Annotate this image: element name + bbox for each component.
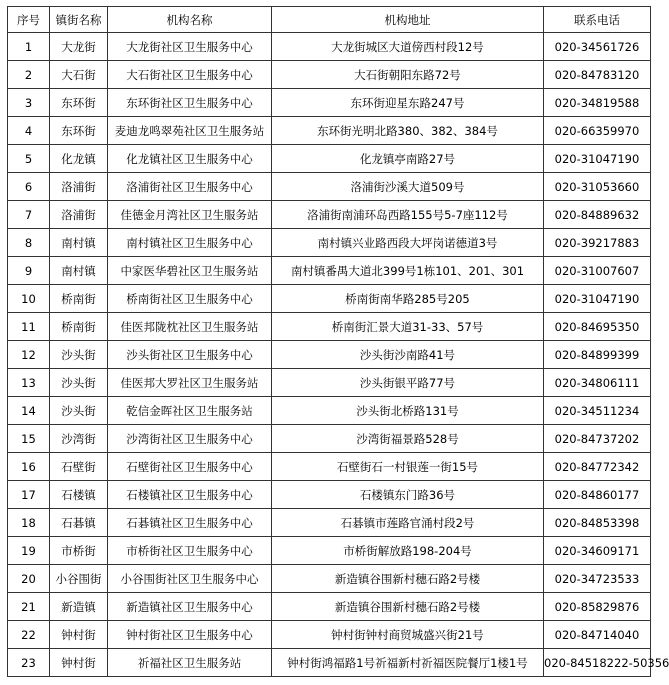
table-row <box>8 201 651 229</box>
cell-street-name: 钟村街 <box>50 621 108 649</box>
cell-institution-address: 大石街朝阳东路72号 <box>272 61 544 89</box>
cell-phone: 020-34723533 <box>544 565 651 593</box>
cell-street-name: 洛浦街 <box>50 201 108 229</box>
cell-institution-address: 大龙街城区大道傍西村段12号 <box>272 33 544 61</box>
table-row <box>8 453 651 481</box>
cell-street-name: 大石街 <box>50 61 108 89</box>
cell-index: 23 <box>8 649 50 677</box>
cell-institution-address: 化龙镇亭南路27号 <box>272 145 544 173</box>
table-row <box>8 565 651 593</box>
header-index: 序号 <box>8 7 50 33</box>
cell-index: 14 <box>8 397 50 425</box>
cell-index: 6 <box>8 173 50 201</box>
cell-street-name: 洛浦街 <box>50 173 108 201</box>
table-row <box>8 621 651 649</box>
cell-institution-address: 石壁街石一村银莲一街15号 <box>272 453 544 481</box>
cell-phone: 020-84714040 <box>544 621 651 649</box>
table-row <box>8 313 651 341</box>
cell-phone: 020-84772342 <box>544 453 651 481</box>
cell-institution-name: 桥南街社区卫生服务中心 <box>108 285 272 313</box>
table-body <box>8 33 669 677</box>
cell-institution-name: 中家医华碧社区卫生服务站 <box>108 257 272 285</box>
cell-index: 18 <box>8 509 50 537</box>
cell-institution-address: 东环街光明北路380、382、384号 <box>272 117 544 145</box>
cell-phone: 020-34511234 <box>544 397 651 425</box>
cell-institution-name: 祈福社区卫生服务站 <box>108 649 272 677</box>
cell-institution-name: 小谷围街社区卫生服务中心 <box>108 565 272 593</box>
cell-index: 1 <box>8 33 50 61</box>
cell-phone: 020-84853398 <box>544 509 651 537</box>
cell-phone: 020-84518222-50356 <box>544 649 651 677</box>
table-row <box>8 481 651 509</box>
cell-institution-address: 石碁镇市莲路官涌村段2号 <box>272 509 544 537</box>
cell-institution-name: 钟村街社区卫生服务中心 <box>108 621 272 649</box>
cell-institution-address: 洛浦街沙溪大道509号 <box>272 173 544 201</box>
cell-institution-name: 大石街社区卫生服务中心 <box>108 61 272 89</box>
header-institution-address: 机构地址 <box>272 7 544 33</box>
table-row <box>8 117 651 145</box>
table-row <box>8 229 651 257</box>
cell-street-name: 南村镇 <box>50 229 108 257</box>
cell-phone: 020-34819588 <box>544 89 651 117</box>
cell-phone: 020-39217883 <box>544 229 651 257</box>
cell-street-name: 化龙镇 <box>50 145 108 173</box>
cell-index: 22 <box>8 621 50 649</box>
cell-institution-name: 石壁街社区卫生服务中心 <box>108 453 272 481</box>
cell-institution-name: 新造镇社区卫生服务中心 <box>108 593 272 621</box>
cell-institution-name: 石楼镇社区卫生服务中心 <box>108 481 272 509</box>
cell-phone: 020-31047190 <box>544 145 651 173</box>
cell-institution-name: 东环街社区卫生服务中心 <box>108 89 272 117</box>
cell-phone: 020-84695350 <box>544 313 651 341</box>
cell-index: 17 <box>8 481 50 509</box>
cell-institution-address: 南村镇兴业路西段大坪岗诺德道3号 <box>272 229 544 257</box>
cell-institution-address: 东环街迎星东路247号 <box>272 89 544 117</box>
cell-index: 16 <box>8 453 50 481</box>
cell-index: 20 <box>8 565 50 593</box>
cell-index: 7 <box>8 201 50 229</box>
cell-institution-name: 化龙镇社区卫生服务中心 <box>108 145 272 173</box>
cell-institution-name: 沙头街社区卫生服务中心 <box>108 341 272 369</box>
cell-institution-name: 佳德金月湾社区卫生服务站 <box>108 201 272 229</box>
cell-institution-name: 沙湾街社区卫生服务中心 <box>108 425 272 453</box>
table-row <box>8 537 651 565</box>
cell-institution-name: 麦迪龙鸣翠苑社区卫生服务站 <box>108 117 272 145</box>
cell-street-name: 石碁镇 <box>50 509 108 537</box>
cell-institution-name: 佳医邦大罗社区卫生服务站 <box>108 369 272 397</box>
cell-index: 13 <box>8 369 50 397</box>
cell-street-name: 大龙街 <box>50 33 108 61</box>
header-row <box>8 7 651 33</box>
cell-street-name: 沙头街 <box>50 397 108 425</box>
cell-street-name: 沙湾街 <box>50 425 108 453</box>
cell-street-name: 石楼镇 <box>50 481 108 509</box>
cell-street-name: 桥南街 <box>50 313 108 341</box>
cell-institution-name: 市桥街社区卫生服务中心 <box>108 537 272 565</box>
cell-street-name: 新造镇 <box>50 593 108 621</box>
table-row <box>8 61 651 89</box>
cell-institution-address: 南村镇番禺大道北399号1栋101、201、301 <box>272 257 544 285</box>
header-institution-name: 机构名称 <box>108 7 272 33</box>
cell-institution-name: 洛浦街社区卫生服务中心 <box>108 173 272 201</box>
header-street-name: 镇街名称 <box>50 7 108 33</box>
table-row <box>8 173 651 201</box>
cell-institution-name: 佳医邦陇枕社区卫生服务站 <box>108 313 272 341</box>
cell-index: 4 <box>8 117 50 145</box>
cell-institution-address: 沙湾街福景路528号 <box>272 425 544 453</box>
cell-street-name: 桥南街 <box>50 285 108 313</box>
cell-institution-address: 新造镇谷围新村穗石路2号楼 <box>272 565 544 593</box>
cell-index: 3 <box>8 89 50 117</box>
cell-institution-address: 沙头街北桥路131号 <box>272 397 544 425</box>
cell-institution-address: 沙头街银平路77号 <box>272 369 544 397</box>
cell-institution-address: 钟村街钟村商贸城盛兴街21号 <box>272 621 544 649</box>
cell-phone: 020-84737202 <box>544 425 651 453</box>
header-phone: 联系电话 <box>544 7 651 33</box>
cell-phone: 020-84889632 <box>544 201 651 229</box>
cell-phone: 020-85829876 <box>544 593 651 621</box>
cell-street-name: 沙头街 <box>50 341 108 369</box>
cell-index: 11 <box>8 313 50 341</box>
cell-institution-address: 桥南街汇景大道31-33、57号 <box>272 313 544 341</box>
table-row <box>8 649 651 677</box>
cell-index: 19 <box>8 537 50 565</box>
cell-index: 21 <box>8 593 50 621</box>
cell-institution-address: 沙头街沙南路41号 <box>272 341 544 369</box>
cell-index: 5 <box>8 145 50 173</box>
table-row <box>8 33 651 61</box>
cell-institution-address: 市桥街解放路198-204号 <box>272 537 544 565</box>
cell-street-name: 东环街 <box>50 117 108 145</box>
cell-index: 2 <box>8 61 50 89</box>
cell-institution-address: 桥南街南华路285号205 <box>272 285 544 313</box>
cell-phone: 020-84783120 <box>544 61 651 89</box>
table-row <box>8 369 651 397</box>
institution-table <box>7 6 669 677</box>
table-row <box>8 285 651 313</box>
table-row <box>8 89 651 117</box>
cell-phone: 020-34561726 <box>544 33 651 61</box>
cell-street-name: 市桥街 <box>50 537 108 565</box>
cell-phone: 020-31053660 <box>544 173 651 201</box>
cell-phone: 020-84860177 <box>544 481 651 509</box>
cell-index: 12 <box>8 341 50 369</box>
cell-street-name: 东环街 <box>50 89 108 117</box>
cell-institution-name: 南村镇社区卫生服务中心 <box>108 229 272 257</box>
cell-index: 8 <box>8 229 50 257</box>
cell-institution-name: 乾信金晖社区卫生服务站 <box>108 397 272 425</box>
cell-institution-name: 石碁镇社区卫生服务中心 <box>108 509 272 537</box>
table-row <box>8 397 651 425</box>
cell-phone: 020-66359970 <box>544 117 651 145</box>
cell-institution-address: 新造镇谷围新村穗石路2号楼 <box>272 593 544 621</box>
cell-institution-address: 钟村街鸿福路1号祈福新村祈福医院餐厅1楼1号 <box>272 649 544 677</box>
table-row <box>8 145 651 173</box>
table-row <box>8 257 651 285</box>
cell-institution-name: 大龙街社区卫生服务中心 <box>108 33 272 61</box>
cell-street-name: 小谷围街 <box>50 565 108 593</box>
cell-street-name: 钟村街 <box>50 649 108 677</box>
cell-street-name: 南村镇 <box>50 257 108 285</box>
table-row <box>8 509 651 537</box>
cell-street-name: 沙头街 <box>50 369 108 397</box>
cell-phone: 020-31007607 <box>544 257 651 285</box>
cell-phone: 020-84899399 <box>544 341 651 369</box>
cell-index: 9 <box>8 257 50 285</box>
cell-index: 15 <box>8 425 50 453</box>
cell-institution-address: 石楼镇东门路36号 <box>272 481 544 509</box>
cell-institution-address: 洛浦街南浦环岛西路155号5-7座112号 <box>272 201 544 229</box>
cell-phone: 020-34609171 <box>544 537 651 565</box>
table-row <box>8 341 651 369</box>
table-row <box>8 593 651 621</box>
cell-phone: 020-31047190 <box>544 285 651 313</box>
cell-index: 10 <box>8 285 50 313</box>
cell-street-name: 石壁街 <box>50 453 108 481</box>
table-row <box>8 425 651 453</box>
cell-phone: 020-34806111 <box>544 369 651 397</box>
